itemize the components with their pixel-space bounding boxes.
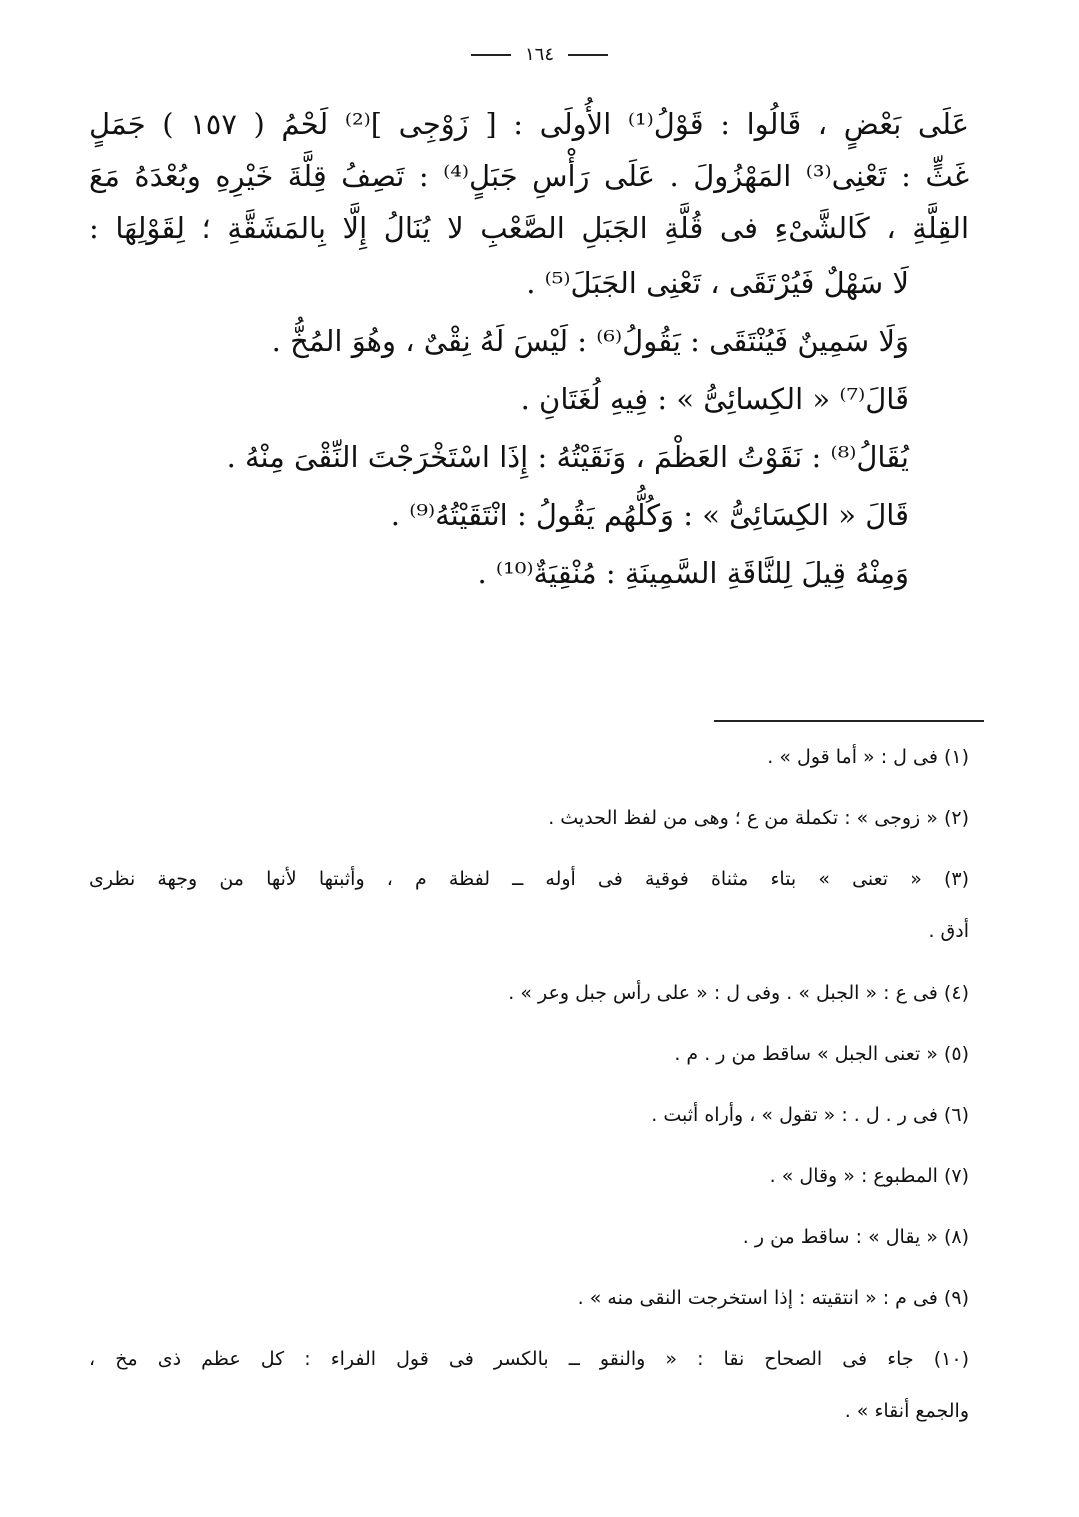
main-text-line: قَالَ « الكِسَائِىُّ » : وَكُلُّهُم يَقُولُ : انْتَقَيْتُهُ⁽⁹⁾ . [390,498,909,532]
footnote-line: (٨) « يقال » : ساقط من ر . [742,1226,969,1248]
footnote-line: (١) فى ل : « أما قول » . [767,746,969,768]
footnote-line: (٣) « تعنى » بتاء مثناة فوقية فى أوله ــ لفظة م ، وأثبتها لأنها من وجهة نظرى [89,868,969,890]
main-text-body [89,98,969,602]
main-text-line: لَا سَهْلٌ فَيُرْتَقَى ، تَعْنِى الجَبَلَ⁽⁵⁾ . [526,266,909,300]
footnote-line: (٦) فى ر . ل . : « تقول » ، وأراه أثبت . [651,1104,969,1126]
footnote-line: (٤) فى ع : « الجبل » . وفى ل : « على رأس جبل وعر » . [508,982,969,1004]
page-number: ١٦٤ [524,44,554,65]
main-text-line: قَالَ⁽⁷⁾ « الكِسائِىُّ » : فِيهِ لُغَتَانِ . [520,382,909,416]
header-dash-right [568,54,608,56]
footnote-line: (٧) المطبوع : « وقال » . [769,1165,969,1187]
footnote-line: أدق . [928,920,969,942]
main-text-line: وَمِنْهُ قِيلَ لِلنَّاقَةِ السَّمِينَةِ : مُنْقِيَةٌ⁽¹⁰⁾ . [477,556,909,590]
footnote-line: (٢) « زوجى » : تكملة من ع ؛ وهى من لفظ الحديث . [548,807,969,829]
footnotes [89,732,969,1448]
main-text-line: وَلَا سَمِينٌ فَيُنْتَقَى : يَقُولُ⁽⁶⁾ : لَيْسَ لَهُ نِقْىٌ ، وهُوَ المُخُّ . [271,324,909,358]
page-number-header [0,44,1079,65]
footnote-line: (٥) « تعنى الجبل » ساقط من ر . م . [674,1043,969,1065]
footnote-divider [714,720,984,722]
main-text-line: عَلَى بَعْضٍ ، قَالُوا : قَوْلُ⁽¹⁾ الأُولَى : [ زَوْجِى ]⁽²⁾ لَحْمُ ( ١٥٧ ) جَمَلٍ [89,107,970,141]
main-text-line: يُقَالُ⁽⁸⁾ : نَقَوْتُ العَظْمَ ، وَنَقَيْتُهُ : إِذَا اسْتَخْرَجْتَ النِّقْىَ مِنْهُ . [226,440,909,474]
footnote-line: والجمع أنقاء » . [844,1400,969,1422]
footnote-line: (٩) فى م : « انتقيته : إذا استخرجت النقى منه » . [577,1287,969,1309]
header-dash-left [471,54,511,56]
footnote-line: (١٠) جاء فى الصحاح نقا : « والنقو ــ بالكسر فى قول الفراء : كل عظم ذى مخ ، [89,1348,969,1370]
main-text-line: غَثٍّ : تَعْنِى⁽³⁾ المَهْزُولَ . عَلَى رَأْسِ جَبَلٍ⁽⁴⁾ : تَصِفُ قِلَّةَ خَيْرِهِ وبُعْدَهُ مَعَ [89,159,969,193]
main-text-line: القِلَّةِ ، كَالشَّىْءِ فى قُلَّةِ الجَبَلِ الصَّعْبِ لا يُنَالُ إِلَّا بِالمَشَقَّةِ ؛ لِقَوْلِهَا : [89,211,969,245]
